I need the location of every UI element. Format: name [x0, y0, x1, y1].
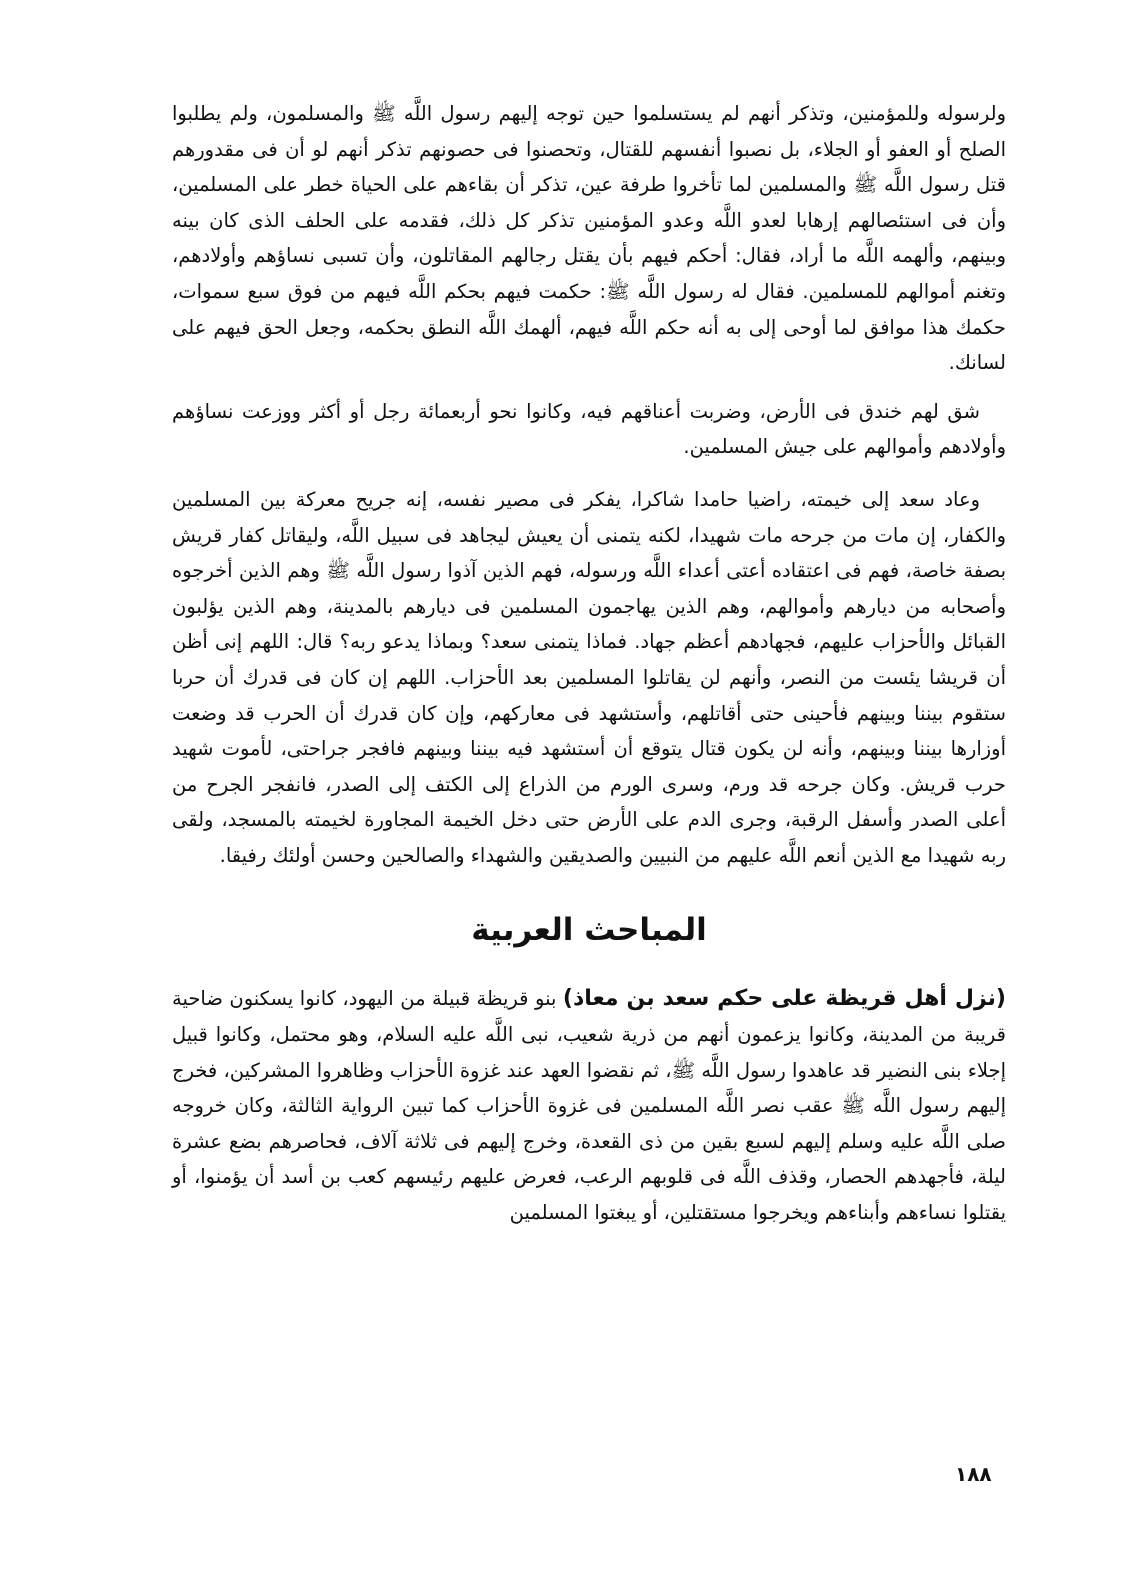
section-title: المباحث العربية	[471, 912, 707, 949]
paragraph-spacer	[172, 465, 1006, 482]
section-lead-heading: (نزل أهل قريظة على حكم سعد بن معاذ)	[562, 986, 1006, 1012]
page-number: ١٨٨	[955, 1462, 992, 1486]
section-paragraph	[172, 981, 1006, 1230]
paragraph-1: ولرسوله وللمؤمنين، وتذكر أنهم لم يستسلموا حين توجه إليهم رسول اللَّه ﷺ والمسلمون، ولم يطلبوا الصلح أو العفو أو الجلاء، بل نصبوا أنفسهم للقتال، وتحصنوا فى حصونهم تذكر أنهم لو أن فى مقدورهم قتل رسول اللَّه ﷺ والمسلمين لما تأخروا طرفة عين، تذكر أن بقاءهم على الحياة خطر على المسلمين، وأن فى استئصالهم إرهابا لعدو اللَّه وعدو المؤمنين تذكر كل ذلك، فقدمه على الحلف الذى كان بينه وبينهم، وألهمه اللَّه ما أراد، فقال: أحكم فيهم بأن يقتل رجالهم المقاتلون، وأن تسبى نساؤهم وأولادهم، وتغنم أموالهم للمسلمين. فقال له رسول اللَّه ﷺ: حكمت فيهم بحكم اللَّه فيهم من فوق سبع سموات، حكمك هذا موافق لما أوحى إلى به أنه حكم اللَّه فيهم، ألهمك اللَّه النطق بحكمه، وجعل الحق فيهم على لسانك.	[172, 102, 1006, 375]
document-page	[172, 96, 1006, 1231]
section-paragraph-text: بنو قريظة قبيلة من اليهود، كانوا يسكنون ضاحية قريبة من المدينة، وكانوا يزعمون أنهم من ذرية شعيب، نبى اللَّه عليه السلام، وهو محتمل، وكانوا قبيل إجلاء بنى النضير قد عاهدوا رسول اللَّه ﷺ، ثم نقضوا العهد عند غزوة الأحزاب وظاهروا المشركين، فخرج إليهم رسول اللَّه ﷺ عقب نصر اللَّه المسلمين فى غزوة الأحزاب كما تبين الرواية الثالثة، وكان خروجه صلى اللَّه عليه وسلم إليهم لسبع بقين من ذى القعدة، وخرج إليهم فى ثلاثة آلاف، فحاصرهم بضع عشرة ليلة، فأجهدهم الحصار، وقذف اللَّه فى قلوبهم الرعب، فعرض عليهم رئيسهم كعب بن أسد أن يؤمنوا، أو يقتلوا نساءهم وأبناءهم ويخرجوا مستقتلين، أو يبغتوا المسلمين	[172, 987, 1006, 1225]
paragraph-3: وعاد سعد إلى خيمته، راضيا حامدا شاكرا، يفكر فى مصير نفسه، إنه جريح معركة بين المسلمين والكفار، إن مات من جرحه مات شهيدا، لكنه يتمنى أن يعيش ليجاهد فى سبيل اللَّه، وليقاتل كفار قريش بصفة خاصة، فهم فى اعتقاده أعتى أعداء اللَّه ورسوله، فهم الذين آذوا رسول اللَّه ﷺ وهم الذين أخرجوه وأصحابه من ديارهم وأموالهم، وهم الذين يهاجمون المسلمين فى ديارهم بالمدينة، وهم الذين يؤلبون القبائل والأحزاب عليهم، فجهادهم أعظم جهاد. فماذا يتمنى سعد؟ وبماذا يدعو ربه؟ قال: اللهم إنى أظن أن قريشا يئست من النصر، وأنهم لن يقاتلوا المسلمين بعد الأحزاب. اللهم إن كان فى قدرك أن حربا ستقوم بيننا وبينهم فأحينى حتى أقاتلهم، وأستشهد فى معاركهم، وإن كان قدرك أن الحرب قد وضعت أوزارها بيننا وبينهم، وأنه لن يكون قتال يتوقع أن أستشهد فيه بيننا وبينهم فافجر جراحتى، لأموت شهيد حرب قريش. وكان جرحه قد ورم، وسرى الورم من الذراع إلى الكتف إلى الصدر، فانفجر الجرح من أعلى الصدر وأسفل الرقبة، وجرى الدم على الأرض حتى دخل الخيمة المجاورة لخيمته بالمسجد، ولقى ربه شهيدا مع الذين أنعم اللَّه عليهم من النبيين والصديقين والشهداء والصالحين وحسن أولئك رفيقا.	[172, 487, 1006, 867]
paragraph-2: شق لهم خندق فى الأرض، وضربت أعناقهم فيه، وكانوا نحو أربعمائة رجل أو أكثر ووزعت نساؤهم وأولادهم وأموالهم على جيش المسلمين.	[172, 399, 1006, 459]
paragraph-spacer	[172, 381, 1006, 394]
